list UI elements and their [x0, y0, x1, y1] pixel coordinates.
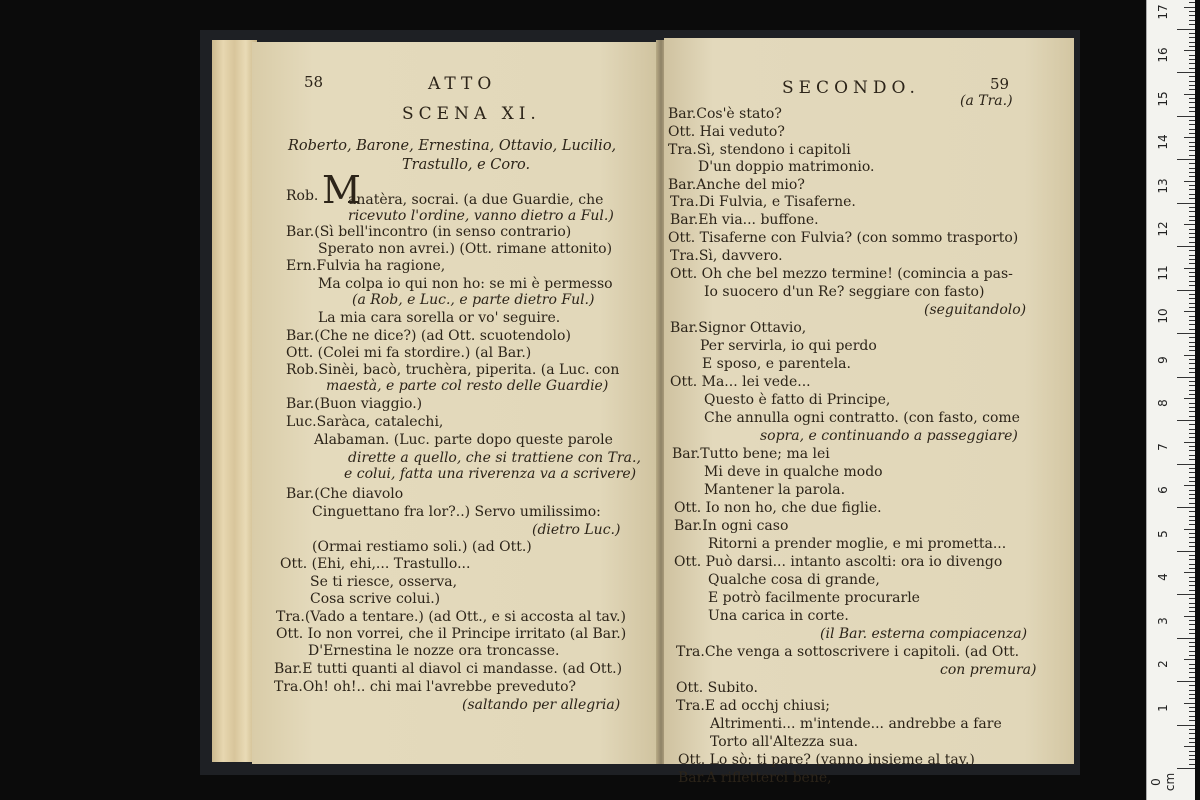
ruler-tick [1189, 176, 1195, 177]
ruler-tick [1189, 342, 1195, 343]
right-text-line: Ott. Può darsi... intanto ascolti: ora io divengo [674, 554, 1003, 570]
ruler-tick [1177, 638, 1195, 639]
right-text-line: (seguitandolo) [924, 302, 1027, 318]
ruler-tick [1189, 577, 1195, 578]
ruler-tick [1189, 55, 1195, 56]
ruler-tick [1189, 24, 1195, 25]
ruler-tick [1189, 242, 1195, 243]
ruler-label: 10 [1156, 308, 1170, 324]
ruler-tick [1177, 159, 1195, 160]
right-text-line: Tra.Che venga a sottoscrivere i capitoli. (ad Ott. [676, 644, 1020, 660]
ruler-tick [1189, 598, 1195, 599]
left-text-line: Ern.Fulvia ha ragione, [286, 258, 446, 274]
ruler-tick [1189, 11, 1195, 12]
ruler-label: 15 [1156, 90, 1170, 107]
ruler-tick [1189, 85, 1195, 86]
ruler-tick [1189, 194, 1195, 195]
left-text-line: Ma colpa io qui non ho: se mi è permesso [318, 276, 613, 292]
ruler-tick [1177, 72, 1195, 73]
ruler-tick [1189, 416, 1195, 417]
ruler-tick [1189, 63, 1195, 64]
left-text-line: Bar.(Buon viaggio.) [286, 396, 423, 412]
right-text-line: con premura) [940, 662, 1037, 678]
right-text-line: (il Bar. esterna compiacenza) [820, 626, 1028, 642]
ruler-tick [1189, 411, 1195, 412]
right-text-line: Che annulla ogni contratto. (con fasto, come [704, 410, 1020, 426]
ruler-tick [1189, 468, 1195, 469]
ruler-tick [1189, 394, 1195, 395]
ruler-tick [1189, 533, 1195, 534]
ruler-tick [1189, 368, 1195, 369]
page-number: 58 [304, 73, 324, 91]
ruler-tick [1189, 672, 1195, 673]
ruler-tick [1177, 116, 1195, 117]
right-text-line: Bar.In ogni caso [674, 518, 789, 534]
right-text-line: Ott. Tisaferne con Fulvia? (con sommo trasporto) [668, 230, 1019, 246]
left-text-line: La mia cara sorella or vo' seguire. [318, 310, 561, 326]
left-text-line: (saltando per allegria) [462, 697, 621, 713]
right-page [664, 38, 1074, 786]
ruler-tick [1189, 755, 1195, 756]
ruler-tick [1189, 68, 1195, 69]
ruler-tick [1189, 337, 1195, 338]
ruler-tick [1184, 398, 1195, 399]
ruler-tick [1189, 189, 1195, 190]
ruler-tick [1189, 424, 1195, 425]
ruler-label: 14 [1156, 134, 1170, 150]
ruler-tick [1189, 729, 1195, 730]
ruler-tick [1184, 181, 1195, 182]
ruler-tick [1189, 33, 1195, 34]
ruler-tick [1189, 163, 1195, 164]
ruler-tick [1189, 490, 1195, 491]
ruler-tick [1189, 585, 1195, 586]
ruler-tick [1177, 290, 1195, 291]
characters-line: Trastullo, e Coro. [402, 157, 531, 173]
right-text-line: Tra.Sì, stendono i capitoli [668, 142, 851, 158]
ruler-tick [1177, 420, 1195, 421]
ruler-label: 4 [1156, 573, 1170, 581]
ruler-label: 0 cm [1149, 772, 1177, 792]
left-text-line: D'Ernestina le nozze ora troncasse. [308, 643, 560, 659]
ruler-tick [1189, 20, 1195, 21]
ruler-tick [1177, 29, 1195, 30]
ruler-tick [1189, 607, 1195, 608]
ruler-tick [1189, 385, 1195, 386]
ruler-tick [1184, 355, 1195, 356]
right-text-line: Mantener la parola. [704, 482, 846, 498]
right-text-line: Tra.Di Fulvia, e Tisaferne. [670, 194, 856, 210]
ruler-tick [1189, 751, 1195, 752]
running-head: SECONDO. [782, 78, 920, 98]
left-text-line: Bar.(Che diavolo [286, 486, 404, 502]
ruler-tick [1177, 464, 1195, 465]
right-text-line: Bar.Signor Ottavio, [670, 320, 807, 336]
ruler-tick [1189, 459, 1195, 460]
left-text-line: Alabaman. (Luc. parte dopo queste parole [314, 432, 613, 448]
ruler-tick [1177, 507, 1195, 508]
left-text-line: (dietro Luc.) [532, 522, 621, 538]
ruler-tick [1189, 2, 1195, 3]
ruler-tick [1184, 7, 1195, 8]
ruler-tick [1189, 15, 1195, 16]
left-text-line: e colui, fatta una riverenza va a scrivere) [344, 466, 637, 482]
ruler-label: 7 [1156, 442, 1170, 451]
ruler-tick [1189, 633, 1195, 634]
ruler-tick [1189, 651, 1195, 652]
characters-line: Roberto, Barone, Ernestina, Ottavio, Lucilio, [288, 138, 617, 154]
ruler-label: 17 [1156, 3, 1170, 20]
ruler-tick [1189, 581, 1195, 582]
ruler-tick [1184, 746, 1195, 747]
left-text-line: Bar.(Che ne dice?) (ad Ott. scuotendolo) [286, 328, 571, 344]
ruler-tick [1189, 294, 1195, 295]
right-text-line: Bar.Anche del mio? [668, 177, 805, 193]
left-text-line: Ott. (Ehi, ehi,... Trastullo... [280, 556, 471, 572]
ruler-tick [1189, 590, 1195, 591]
right-text-line: Ott. Lo sò: ti pare? (vanno insieme al tav.) [678, 752, 975, 768]
ruler-tick [1189, 537, 1195, 538]
ruler-tick [1189, 629, 1195, 630]
right-text-line: Bar.A rifletterci bene, [678, 770, 832, 786]
ruler-tick [1189, 81, 1195, 82]
left-text-line: Tra.Oh! oh!.. chi mai l'avrebbe preveduto? [274, 679, 577, 695]
left-text-line: Rob. [286, 188, 319, 204]
ruler-tick [1189, 133, 1195, 134]
left-text-line: anatèra, socrai. (a due Guardie, che [348, 192, 604, 208]
ruler-label: 6 [1156, 486, 1170, 494]
left-text-line: Ott. (Colei mi fa stordire.) (al Bar.) [286, 345, 532, 361]
ruler-tick [1189, 690, 1195, 691]
ruler-tick [1177, 551, 1195, 552]
ruler-tick [1189, 172, 1195, 173]
ruler-tick [1189, 250, 1195, 251]
left-text-line: Ott. Io non vorrei, che il Principe irritato (al Bar.) [276, 626, 627, 642]
ruler-tick [1189, 559, 1195, 560]
ruler-tick [1189, 259, 1195, 260]
left-page [252, 42, 660, 764]
ruler-label: 16 [1156, 47, 1170, 63]
ruler-tick [1189, 698, 1195, 699]
ruler-label: 9 [1156, 355, 1170, 364]
right-text-line: Io suocero d'un Re? seggiare con fasto) [704, 284, 985, 300]
ruler-label: 12 [1156, 221, 1170, 237]
left-text-line: Tra.(Vado a tentare.) (ad Ott., e si accosta al tav.) [276, 609, 626, 625]
ruler-tick [1189, 668, 1195, 669]
ruler-tick [1189, 733, 1195, 734]
ruler-tick [1189, 450, 1195, 451]
ruler-tick [1184, 485, 1195, 486]
ruler-tick [1189, 155, 1195, 156]
right-text-line: Una carica in corte. [708, 608, 849, 624]
left-text-line: Luc.Saràca, catalechi, [286, 414, 444, 430]
ruler-tick [1189, 498, 1195, 499]
ruler-tick [1189, 655, 1195, 656]
ruler-tick [1189, 707, 1195, 708]
right-text-line: Ritorni a prender moglie, e mi prometta... [708, 536, 1007, 552]
ruler-tick [1189, 285, 1195, 286]
ruler-tick [1189, 620, 1195, 621]
right-text-line: Per servirla, io qui perdo [700, 338, 877, 354]
ruler-tick [1189, 220, 1195, 221]
ruler-tick [1189, 546, 1195, 547]
left-text-line: Bar.E tutti quanti al diavol ci mandasse. (ad Ott.) [274, 661, 623, 677]
ruler-tick [1189, 346, 1195, 347]
ruler-label: 13 [1156, 177, 1170, 194]
ruler-tick [1177, 203, 1195, 204]
left-text-line: dirette a quello, che si trattiene con Tra., [348, 450, 641, 466]
ruler-tick [1189, 281, 1195, 282]
ruler-tick [1189, 446, 1195, 447]
ruler-tick [1189, 129, 1195, 130]
left-text-line: (a Rob, e Luc., e parte dietro Ful.) [352, 292, 595, 308]
left-text-line: maestà, e parte col resto delle Guardie) [326, 378, 609, 394]
measuring-ruler [1146, 0, 1195, 800]
ruler-tick [1189, 542, 1195, 543]
ruler-label: 8 [1156, 399, 1170, 407]
ruler-tick [1189, 298, 1195, 299]
ruler-tick [1189, 759, 1195, 760]
ruler-tick [1189, 433, 1195, 434]
ruler-label: 3 [1156, 616, 1170, 625]
ruler-tick [1189, 124, 1195, 125]
ruler-tick [1189, 89, 1195, 90]
right-text-line: Ott. Oh che bel mezzo termine! (comincia a pas- [670, 266, 1013, 282]
right-text-line: Ott. Ma... lei vede... [670, 374, 811, 390]
ruler-tick [1184, 442, 1195, 443]
ruler-tick [1177, 681, 1195, 682]
ruler-tick [1184, 311, 1195, 312]
left-text-line: ricevuto l'ordine, vanno dietro a Ful.) [348, 208, 614, 224]
ruler-tick [1189, 168, 1195, 169]
ruler-tick [1184, 224, 1195, 225]
ruler-tick [1184, 94, 1195, 95]
ruler-tick [1189, 716, 1195, 717]
running-head: ATTO [428, 74, 497, 94]
ruler-tick [1184, 50, 1195, 51]
ruler-tick [1189, 646, 1195, 647]
ruler-tick [1189, 303, 1195, 304]
ruler-tick [1189, 677, 1195, 678]
ruler-tick [1189, 437, 1195, 438]
ruler-tick [1189, 711, 1195, 712]
ruler-tick [1184, 529, 1195, 530]
ruler-label: 11 [1156, 264, 1170, 281]
ruler-tick [1177, 377, 1195, 378]
ruler-tick [1189, 229, 1195, 230]
ruler-tick [1184, 572, 1195, 573]
ruler-tick [1189, 555, 1195, 556]
right-text-line: Bar.Cos'è stato? [668, 106, 782, 122]
right-text-line: Ott. Io non ho, che due figlie. [674, 500, 882, 516]
right-text-line: Tra.Sì, davvero. [670, 248, 783, 264]
ruler-tick [1189, 198, 1195, 199]
ruler-tick [1184, 268, 1195, 269]
ruler-tick [1189, 37, 1195, 38]
ruler-tick [1177, 594, 1195, 595]
ruler-tick [1177, 333, 1195, 334]
ruler-tick [1189, 216, 1195, 217]
ruler-tick [1189, 390, 1195, 391]
ruler-tick [1189, 694, 1195, 695]
ruler-tick [1189, 46, 1195, 47]
ruler-label: 5 [1156, 529, 1170, 538]
left-text-line: Bar.(Sì bell'incontro (in senso contrario) [286, 224, 572, 240]
ruler-tick [1189, 372, 1195, 373]
ruler-tick [1189, 664, 1195, 665]
ruler-tick [1189, 642, 1195, 643]
page-edges [212, 40, 257, 762]
right-text-line: E potrò facilmente procurarle [708, 590, 920, 606]
ruler-tick [1189, 276, 1195, 277]
ruler-tick [1189, 363, 1195, 364]
ruler-tick [1189, 564, 1195, 565]
right-text-line: Ott. Subito. [676, 680, 758, 696]
ruler-tick [1177, 246, 1195, 247]
ruler-tick [1189, 211, 1195, 212]
left-text-line: Cinguettano fra lor?..) Servo umilissimo: [312, 504, 601, 520]
right-text-line: Torto all'Altezza sua. [710, 734, 859, 750]
ruler-tick [1189, 120, 1195, 121]
ruler-tick [1189, 102, 1195, 103]
left-text-line: Cosa scrive colui.) [310, 591, 441, 607]
ruler-tick [1189, 494, 1195, 495]
right-text-line: E sposo, e parentela. [702, 356, 851, 372]
ruler-tick [1189, 307, 1195, 308]
ruler-tick [1189, 207, 1195, 208]
right-text-line: Qualche cosa di grande, [708, 572, 880, 588]
ruler-tick [1189, 150, 1195, 151]
ruler-tick [1177, 768, 1195, 769]
ruler-tick [1189, 742, 1195, 743]
stage-direction: (a Tra.) [960, 93, 1013, 109]
ruler-tick [1189, 477, 1195, 478]
right-text-line: Tra.E ad occhj chiusi; [676, 698, 830, 714]
right-text-line: Bar.Eh via... buffone. [670, 212, 819, 228]
right-text-line: sopra, e continuando a passeggiare) [760, 428, 1018, 444]
left-text-line: Se ti riesce, osserva, [310, 574, 458, 590]
ruler-label: 1 [1156, 703, 1170, 712]
ruler-tick [1189, 107, 1195, 108]
right-text-line: Ott. Hai veduto? [668, 124, 785, 140]
left-text-line: Sperato non avrei.) (Ott. rimane attonito) [318, 241, 613, 257]
ruler-tick [1189, 237, 1195, 238]
ruler-tick [1189, 611, 1195, 612]
right-text-line: Altrimenti... m'intende... andrebbe a fare [710, 716, 1002, 732]
right-text-line: Questo è fatto di Principe, [704, 392, 891, 408]
left-text-line: Rob.Sinèi, bacò, truchèra, piperita. (a Luc. con [286, 362, 620, 378]
ruler-tick [1189, 381, 1195, 382]
ruler-tick [1189, 42, 1195, 43]
ruler-tick [1189, 255, 1195, 256]
ruler-tick [1189, 329, 1195, 330]
ruler-tick [1189, 720, 1195, 721]
ruler-tick [1189, 324, 1195, 325]
ruler-tick [1189, 263, 1195, 264]
ruler-tick [1189, 520, 1195, 521]
left-text-line: (Ormai restiamo soli.) (ad Ott.) [312, 539, 532, 555]
ruler-tick [1184, 703, 1195, 704]
ruler-tick [1184, 137, 1195, 138]
ruler-tick [1189, 111, 1195, 112]
ruler-tick [1189, 738, 1195, 739]
ruler-tick [1189, 233, 1195, 234]
page-number: 59 [990, 75, 1010, 93]
ruler-tick [1189, 76, 1195, 77]
ruler-label: 2 [1156, 660, 1170, 668]
ruler-tick [1189, 185, 1195, 186]
right-text-line: Mi deve in qualche modo [704, 464, 883, 480]
ruler-tick [1184, 659, 1195, 660]
scene-title: SCENA XI. [402, 104, 541, 124]
ruler-tick [1189, 603, 1195, 604]
right-text-line: Bar.Tutto bene; ma lei [672, 446, 830, 462]
ruler-tick [1189, 429, 1195, 430]
ruler-tick [1189, 516, 1195, 517]
ruler-tick [1189, 403, 1195, 404]
ruler-tick [1189, 59, 1195, 60]
ruler-tick [1189, 764, 1195, 765]
ruler-tick [1189, 98, 1195, 99]
ruler-tick [1189, 142, 1195, 143]
right-text-line: D'un doppio matrimonio. [698, 159, 875, 175]
ruler-tick [1189, 359, 1195, 360]
ruler-tick [1189, 272, 1195, 273]
ruler-tick [1189, 511, 1195, 512]
ruler-tick [1189, 481, 1195, 482]
ruler-tick [1189, 455, 1195, 456]
drop-cap: M [322, 168, 361, 212]
ruler-tick [1189, 503, 1195, 504]
ruler-tick [1189, 624, 1195, 625]
ruler-tick [1189, 316, 1195, 317]
ruler-tick [1177, 725, 1195, 726]
ruler-tick [1184, 616, 1195, 617]
ruler-tick [1189, 685, 1195, 686]
ruler-tick [1189, 472, 1195, 473]
ruler-tick [1189, 350, 1195, 351]
ruler-tick [1189, 568, 1195, 569]
ruler-tick [1189, 407, 1195, 408]
ruler-tick [1189, 320, 1195, 321]
ruler-tick [1189, 524, 1195, 525]
ruler-tick [1189, 146, 1195, 147]
